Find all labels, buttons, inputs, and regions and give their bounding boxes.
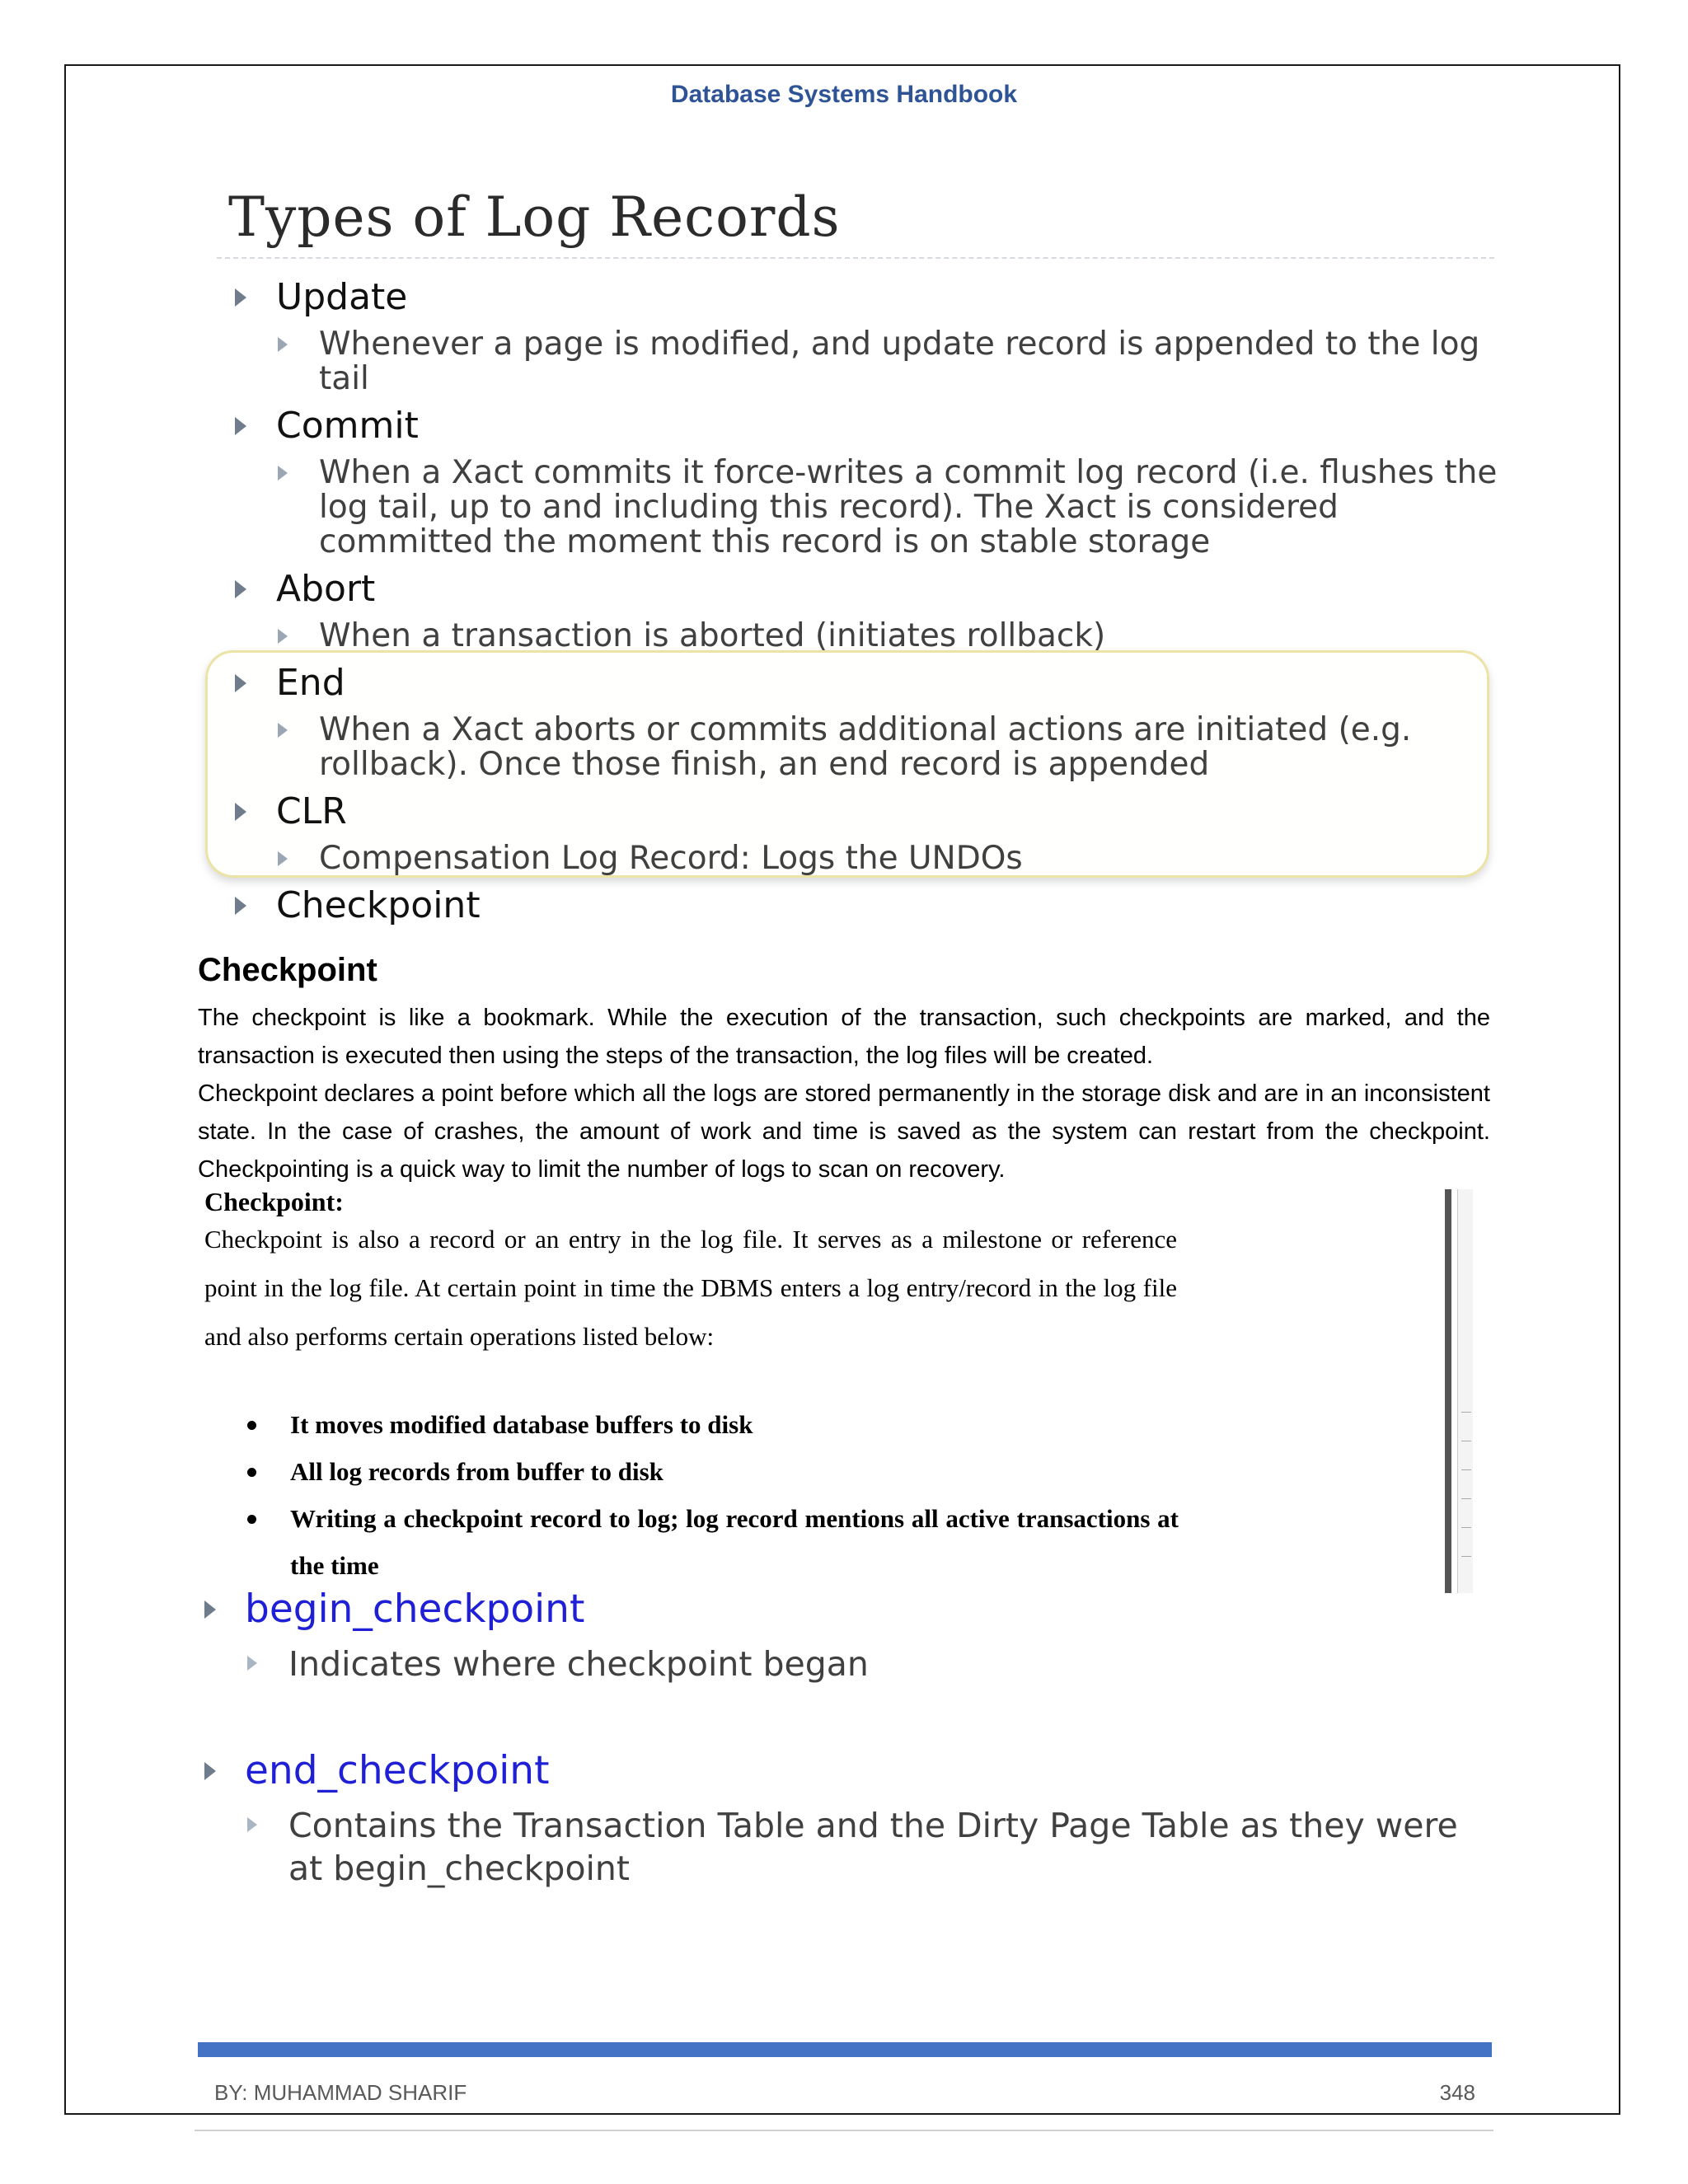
triangle-bullet-icon	[204, 1601, 216, 1619]
subitem-text: Contains the Transaction Table and the Dirty Page Table as they were at begin_checkpoint	[288, 1806, 1458, 1888]
item-label: Commit	[276, 405, 419, 447]
list-subitem	[232, 456, 1501, 560]
list-subitem	[232, 841, 1501, 876]
list-item-end	[232, 662, 1501, 705]
triangle-bullet-icon	[235, 803, 246, 821]
page-number: 348	[1439, 2080, 1475, 2105]
paragraph: Checkpoint declares a point before which all the logs are stored permanently in the storage disk and are in an inconsistent state. In the case of crashes, the amount of work and time is saved as the system can restart from the checkpoint. Checkpointing is a quick way to limit the number of logs to scan on recovery.	[198, 1080, 1490, 1183]
triangle-bullet-icon	[278, 337, 288, 352]
triangle-bullet-icon	[278, 723, 288, 738]
list-subitem	[232, 327, 1501, 396]
item-label: end_checkpoint	[245, 1748, 550, 1793]
scan-bullet-list	[247, 1401, 1179, 1589]
triangle-bullet-icon	[247, 1817, 257, 1832]
list-item-checkpoint	[232, 884, 1501, 927]
bottom-rule	[195, 2130, 1493, 2131]
triangle-bullet-icon	[278, 629, 288, 644]
triangle-bullet-icon	[247, 1656, 257, 1671]
triangle-bullet-icon	[235, 897, 246, 915]
item-label: Update	[276, 276, 408, 318]
running-header: Database Systems Handbook	[670, 81, 1018, 108]
paragraph: The checkpoint is like a bookmark. While the execution of the transaction, such checkpoints are marked, and the transaction is executed then using the steps of the transaction, the log files will be created.	[198, 1005, 1490, 1069]
triangle-bullet-icon	[235, 288, 246, 307]
list-item-clr	[232, 790, 1501, 833]
item-label: Abort	[276, 568, 376, 610]
subitem-text: Whenever a page is modified, and update record is appended to the log tail	[319, 326, 1480, 397]
item-label: End	[276, 662, 345, 704]
footer-author: BY: MUHAMMAD SHARIF	[214, 2080, 467, 2105]
scan-list-item: It moves modified database buffers to disk	[247, 1401, 1179, 1448]
scan-paragraph: Checkpoint is also a record or an entry in the log file. It serves as a milestone or reference point in the log file. At certain point in time the DBMS enters a log entry/record in the log file and also performs certain operations listed below:	[204, 1225, 1177, 1351]
list-subitem	[198, 1804, 1492, 1890]
scan-list-item: Writing a checkpoint record to log; log record mentions all active transactions at the time	[247, 1495, 1179, 1589]
list-subitem	[232, 713, 1501, 782]
list-item-begin-checkpoint	[198, 1586, 584, 1633]
item-label: begin_checkpoint	[245, 1586, 585, 1632]
embedded-scan-image	[204, 1187, 1498, 1599]
list-subitem	[232, 619, 1501, 654]
item-label: CLR	[276, 790, 347, 832]
triangle-bullet-icon	[204, 1762, 216, 1780]
scan-edge-bar	[1445, 1189, 1451, 1593]
scan-list-item: All log records from buffer to disk	[247, 1448, 1179, 1495]
subitem-text: Indicates where checkpoint began	[288, 1644, 869, 1684]
list-item-end-checkpoint	[198, 1748, 550, 1794]
slide-types-of-log-records	[210, 177, 1498, 926]
scan-edge-strip	[1457, 1189, 1473, 1593]
section-heading: Checkpoint	[198, 952, 377, 988]
subitem-text: When a transaction is aborted (initiates rollback)	[319, 617, 1106, 654]
subitem-text: When a Xact commits it force-writes a commit log record (i.e. flushes the log tail, up to and including this record). The Xact is considered committed the moment this record is on stable storage	[319, 454, 1498, 560]
list-item-abort	[232, 568, 1501, 611]
triangle-bullet-icon	[278, 466, 288, 480]
item-label: Checkpoint	[276, 884, 481, 926]
subitem-text: Compensation Log Record: Logs the UNDOs	[319, 840, 1023, 877]
slide-title-divider	[217, 257, 1494, 259]
scan-title: Checkpoint:	[204, 1187, 344, 1216]
subitem-text: When a Xact aborts or commits additional actions are initiated (e.g. rollback). Once those finish, an end record is appended	[319, 711, 1412, 783]
slide-title: Types of Log Records	[228, 185, 841, 249]
list-item-update	[232, 276, 1501, 319]
triangle-bullet-icon	[235, 674, 246, 692]
log-record-list	[232, 268, 1501, 927]
triangle-bullet-icon	[278, 851, 288, 866]
slide-checkpoint-records	[198, 1586, 1500, 1916]
list-item-commit	[232, 405, 1501, 448]
footer-bar	[198, 2042, 1492, 2057]
triangle-bullet-icon	[235, 580, 246, 598]
list-subitem	[198, 1643, 1492, 1685]
triangle-bullet-icon	[235, 417, 246, 435]
